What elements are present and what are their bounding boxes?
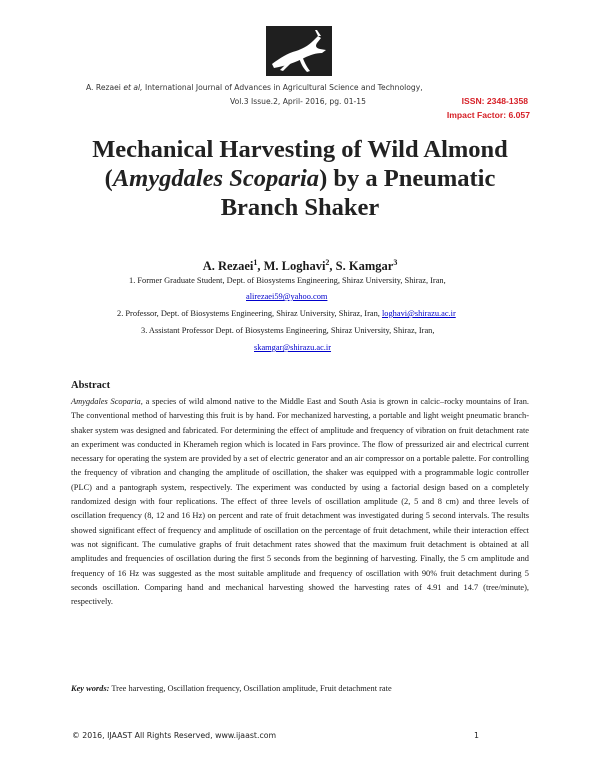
page-number: 1: [474, 731, 479, 740]
journal-citation-line: [86, 83, 423, 92]
citation-etal: et al,: [123, 83, 143, 92]
abstract-text: , a species of wild almond native to the Middle East and South Asia is grown in calcic–rocky mountains of Iran. The conventional method of harvesting this fruit is by hand. For mechanized harvesting, a portable and light weight pneumatic branch-shaker system was designed and fabricated. For determining the effect of amplitude and frequency of vibration on fruit detachment rate an experiment was conducted in Kherameh region which is located in Fars province. The flow of pressurized air and electrical current necessary for operating the system are provided by a set of electric generator and an air compressor on a portable palette. For controlling the frequency of vibration and changing the amplitude of oscillation, the shaker was equipped with a programmable logic controller (PLC) and a pantograph system, respectively. The experiment was conducted by using a factorial design based on a completely randomized design with four replications. The effect of three levels of oscillation amplitude (2, 5 and 8 cm) and three levels of oscillation frequency (8, 12 and 16 Hz) on percent and rate of fruit detachment was investigated during 5 second intervals. The results showed significant effect of frequency and amplitude of oscillation on the percentage of fruit detachment, while their interaction effect was not significant. The cumulative graphs of fruit detachment rates showed that the maximum fruit detachment is obtained at all amplitudes and frequencies of oscillation during the first 5 seconds from the beginning of harvesting. Finally, the 5 cm amplitude and frequency of 16 Hz was suggested as the most suitable amplitude and frequency of oscillation with 90% fruit detachment during 5 seconds oscillation. Comparing hand and mechanical harvesting showed the harvesting rates of 4.91 and 14.7 (tree/minute), respectively.: [71, 397, 529, 607]
author-1: A. Rezaei: [202, 259, 254, 274]
author-3-sup: 3: [393, 258, 398, 267]
citation-author: A. Rezaei: [86, 83, 124, 92]
affiliation-2-text: 2. Professor, Dept. of Biosystems Engineering, Shiraz University, Shiraz, Iran,: [117, 309, 382, 318]
impact-factor: Impact Factor: 6.057: [446, 110, 530, 120]
author-2-sup: 2: [325, 258, 330, 267]
journal-logo: [266, 26, 332, 76]
email-link-1[interactable]: alirezaei59@yahoo.com: [246, 292, 328, 301]
abstract-body: [71, 395, 529, 609]
affiliation-2: [117, 309, 456, 318]
keywords-list: Tree harvesting, Oscillation frequency, Oscillation amplitude, Fruit detachment rate: [109, 684, 392, 693]
issn: ISSN: 2348-1358: [461, 96, 528, 106]
affiliation-1: 1. Former Graduate Student, Dept. of Biosystems Engineering, Shiraz University, Shiraz, Iran,: [129, 276, 446, 285]
title-part2: ) by a Pneumatic Branch Shaker: [220, 165, 496, 221]
abstract-species: Amygdales Scoparia: [71, 397, 141, 406]
email-link-3[interactable]: skamgar@shirazu.ac.ir: [254, 343, 332, 352]
author-3: S. Kamgar: [335, 259, 394, 274]
journal-volume-line: Vol.3 Issue.2, April- 2016, pg. 01-15: [230, 97, 366, 106]
footer-copyright: © 2016, IJAAST All Rights Reserved, www.ijaast.com: [72, 731, 277, 740]
affiliation-3: 3. Assistant Professor Dept. of Biosystems Engineering, Shiraz University, Shiraz, Iran,: [141, 326, 435, 335]
abstract-heading: Abstract: [71, 380, 111, 391]
paper-title: [80, 135, 520, 222]
title-part1: Mechanical Harvesting of Wild Almond (: [92, 136, 508, 192]
title-species: Amygdales Scoparia: [112, 165, 320, 192]
author-list: A. Rezaei$^1$, M. Loghavi$^2$, S. Kamgar$^3$: [202, 258, 398, 274]
leaping-gazelle-logo-icon: [266, 26, 332, 76]
keywords-label: Key words:: [71, 684, 110, 693]
author-2: M. Loghavi: [263, 259, 326, 274]
keywords: [71, 684, 392, 693]
citation-journal-name: International Journal of Advances in Agricultural Science and Technology,: [142, 83, 423, 92]
email-link-2[interactable]: loghavi@shirazu.ac.ir: [381, 309, 456, 318]
author-1-sup: 1: [253, 258, 258, 267]
